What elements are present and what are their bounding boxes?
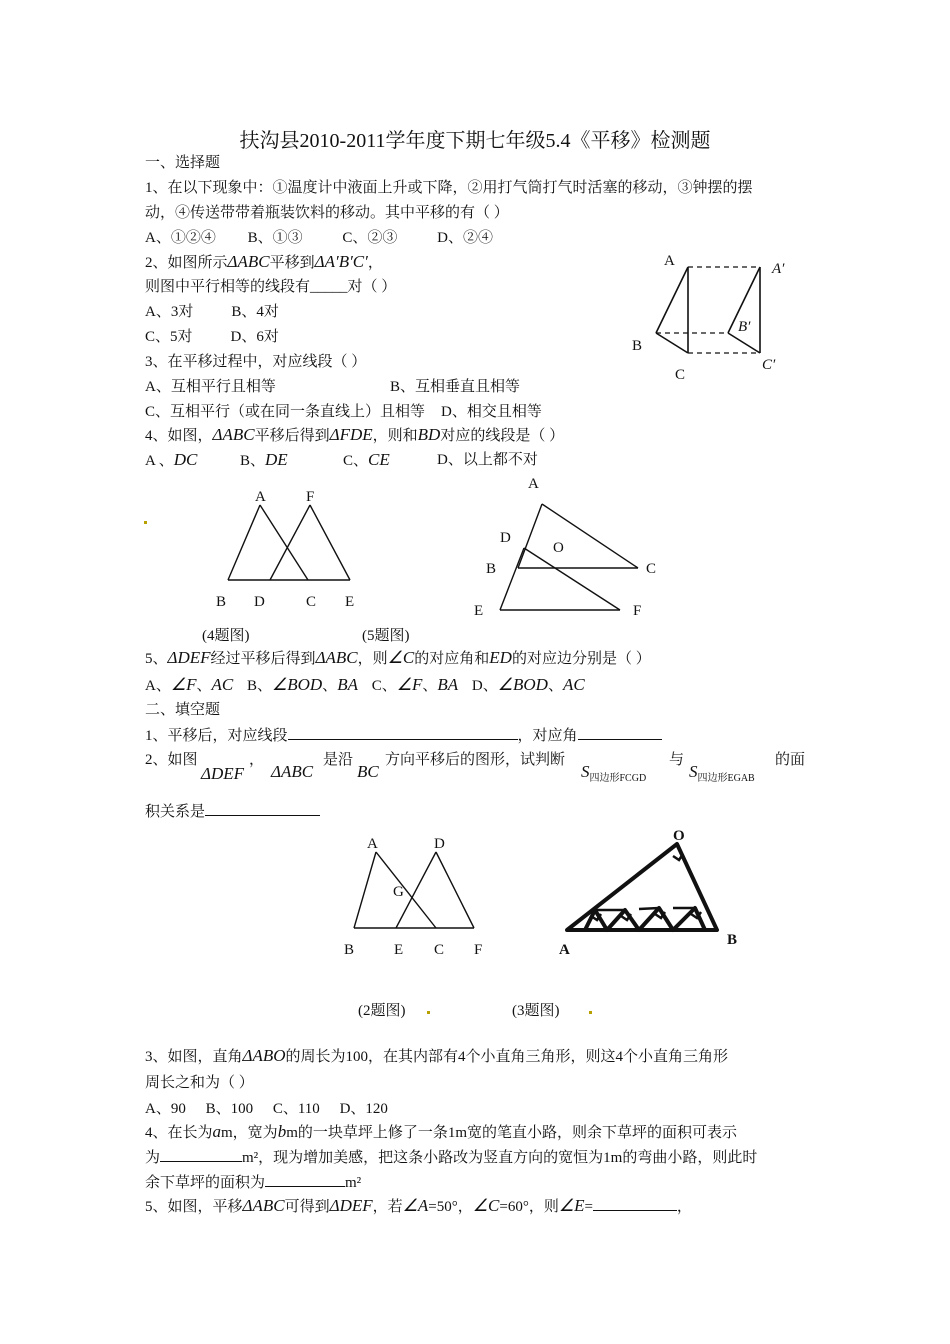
f4-blank-2 [265,1172,345,1187]
q5-label-b: B [486,561,497,577]
f2-blank [205,801,320,816]
f1-blank-2 [578,725,662,740]
q2-options-cd: C、5对 D、6对 [145,329,279,345]
f2-line1: 2、如图 ΔDEF ， ΔABC 是沿 BC 方向平移后的图形，试判断 $S_{四边形FCGD}$ 与 $S_{四边形EGAB}$ 的面 [145,752,806,784]
f4-line3: 余下草坪的面积为 m² [145,1172,361,1193]
q5-label-a: A [528,476,539,492]
f3-options: A、90 B、100 C、110 D、120 [145,1101,388,1117]
q3-options-cd: C、互相平行（或在同一条直线上）且相等 D、相交且相等 [145,404,542,420]
f2-label-a: A [367,836,378,852]
q1-options [145,228,493,248]
f2-caption: (2题图) [358,1003,406,1019]
q4-label-f: F [306,489,315,505]
q4-label-d: D [254,594,265,610]
q4-options: A 、DC B、DE C、CE D、以上都不对 [145,450,538,469]
f5-blank [593,1196,677,1211]
q2-label-a: A [664,253,675,269]
f2-label-f: F [474,942,483,958]
f2-label-e: E [394,942,404,958]
q4-caption: (4题图) [202,628,250,644]
q1-option-c: C、②③ [342,230,398,246]
q1-line2: 动，④传送带带着瓶装饮料的移动。其中平移的有（ ） [145,205,509,221]
q2-figure [620,245,820,385]
f2-figure [340,832,500,962]
f1-blank-1 [288,725,518,740]
stray-dot [589,1011,592,1014]
section-choice: 一、选择题 [145,155,221,171]
q1-option-a: A、①②④ [145,230,216,246]
section-fill: 二、填空题 [145,702,221,718]
q1-option-b: B、①③ [247,230,303,246]
f3-label-a: A [559,942,570,958]
q4-label-b: B [216,594,227,610]
q4-label-e: E [345,594,355,610]
q1-option-d: D、②④ [437,230,493,246]
f3-label-o: O [673,828,685,844]
f5-line: 5、如图，平移ΔABC可得到ΔDEF，若∠A=50°，∠C=60°，则∠E= ， [145,1196,692,1215]
f4-line2: 为 m²，现为增加美感，把这条小路改为竖直方向的宽恒为1m的弯曲小路，则此时 [145,1147,757,1168]
q5-label-o: O [553,540,564,556]
f4-line1: 4、在长为am，宽为bm的一块草坪上修了一条1m宽的笔直小路，则余下草坪的面积可表示 [145,1122,738,1141]
f2-label-c: C [434,942,445,958]
f1-line: 1、平移后，对应线段 ，对应角 [145,725,662,746]
f2-line2: 积关系是 [145,801,320,822]
q5-caption: (5题图) [362,628,410,644]
f3-line2: 周长之和为（ ） [145,1075,254,1091]
q2-label-b2: B′ [738,319,751,335]
q2-label-b: B [632,338,643,354]
q4-label-a: A [255,489,266,505]
q5-label-d: D [500,530,511,546]
q2-tri2: ΔA′B′C′ [314,252,368,271]
q2-options-ab: A、3对 B、4对 [145,304,279,320]
q2-line1: 2、如图所示ΔABC平移到ΔA′B′C′， [145,252,383,271]
q3-options-ab: A、互相平行且相等 B、互相垂直且相等 [145,379,521,395]
q5-label-c: C [646,561,657,577]
q3-line1: 3、在平移过程中，对应线段（ ） [145,354,367,370]
f3-figure [555,822,755,962]
q2-label-c2: C′ [762,357,776,373]
f2-label-b: B [344,942,355,958]
f3-caption: (3题图) [512,1003,560,1019]
q2-label-c: C [675,367,686,383]
f2-label-d: D [434,836,445,852]
stray-dot [427,1011,430,1014]
q5-line1: 5、ΔDEF经过平移后得到ΔABC，则∠C的对应角和ED的对应边分别是（ ） [145,648,651,667]
f3-line1: 3、如图，直角ΔABO的周长为100，在其内部有4个小直角三角形，则这4个小直角三角形 [145,1046,729,1065]
q5-figure [470,472,670,622]
q2-label-a2: A′ [772,261,785,277]
q5-label-e: E [474,603,484,619]
f2-label-g: G [393,884,404,900]
q1-line1: 1、在以下现象中：①温度计中液面上升或下降，②用打气筒打气时活塞的移动，③钟摆的摆 [145,180,753,196]
q2-tri1: ΔABC [227,252,270,271]
stray-dot [144,521,147,524]
q4-label-c: C [306,594,317,610]
f4-blank-1 [160,1147,242,1162]
q4-line1: 4、如图，ΔABC平移后得到ΔFDE，则和BD对应的线段是（ ） [145,425,565,444]
f3-label-b: B [727,932,738,948]
q4-figure [210,485,370,615]
q5-options: A、∠F、AC B、∠BOD、BA C、∠F、BA D、∠BOD、AC [145,675,585,694]
q5-label-f: F [633,603,642,619]
q2-line2: 则图中平行相等的线段有_____对（ ） [145,279,397,295]
page-title: 扶沟县2010-2011学年度下期七年级5.4《平移》检测题 [239,130,711,152]
